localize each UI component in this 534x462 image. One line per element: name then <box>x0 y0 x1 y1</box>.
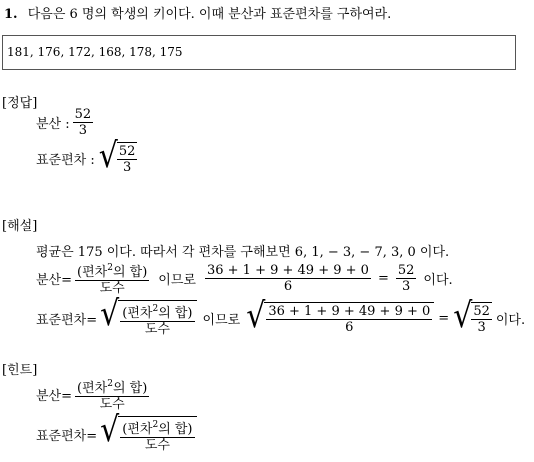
fraction-denominator: 도수 <box>144 438 170 453</box>
data-values: 181, 176, 172, 168, 178, 175 <box>7 45 183 59</box>
question-number: 1. <box>4 7 18 22</box>
fraction-numerator: 52 <box>397 263 415 278</box>
fraction-denominator: 도수 <box>99 397 125 412</box>
sd-label: 표준편차= <box>36 429 98 444</box>
formula-fraction <box>75 261 149 296</box>
fraction-numerator: (편차$^2$의 합) <box>77 379 148 396</box>
fraction-numerator: (편차$^2$의 합) <box>77 263 148 280</box>
explanation-line1: 평균은 175 이다. 따라서 각 편차를 구해보면 6, 1, − 3, − 7, 3, 0 이다. <box>36 245 450 260</box>
fraction-numerator: 36 + 1 + 9 + 49 + 9 + 0 <box>268 304 431 319</box>
answer-variance <box>36 107 96 138</box>
sd-label: 표준편차= <box>36 313 98 328</box>
sqrt-sign: √ $\frac{(편차^2의 합)}{\text{도수}}$ <box>100 300 196 337</box>
variance-label: 분산 : <box>36 117 70 132</box>
fraction-denominator: 3 <box>401 279 411 294</box>
sum-fraction <box>205 263 371 294</box>
fraction-numerator: 52 <box>74 107 92 122</box>
hint-variance <box>36 377 152 412</box>
sqrt-sign: √ $\frac{36 + 1 + 9 + 49 + 9 + 0}{6}$ <box>246 302 434 335</box>
answer-sd <box>36 136 137 177</box>
sum-fraction <box>266 304 432 335</box>
imeuro-text: 이므로 <box>202 313 241 328</box>
sqrt-sign: √ $\frac{52}{3}$ <box>453 296 490 337</box>
hint-sd <box>36 409 197 453</box>
question <box>4 3 391 22</box>
sqrt-sign: √ $\frac{52}{3}$ <box>98 136 136 177</box>
explanation-sd <box>36 293 526 337</box>
data-box <box>2 35 516 70</box>
imeuro-text: 이므로 <box>158 273 196 288</box>
equals-sign: = <box>438 311 450 326</box>
variance-label: 분산= <box>36 389 73 404</box>
fraction-numerator: 52 <box>473 304 490 319</box>
question-text: 다음은 6 명의 학생의 키이다. 이때 분산과 표준편차를 구하여라. <box>27 7 392 22</box>
ida-text: 이다. <box>423 273 453 288</box>
variance-label: 분산= <box>36 273 73 288</box>
ida-text: 이다. <box>495 313 526 328</box>
hint-heading: [힌트] <box>2 363 38 378</box>
sd-fraction <box>117 144 138 175</box>
explanation-heading: [해설] <box>2 219 38 234</box>
answer-heading: [정답] <box>2 96 38 111</box>
explanation-variance <box>36 261 453 296</box>
fraction-denominator: 도수 <box>99 281 125 296</box>
sqrt-sign: √ $\frac{(편차^2의 합)}{\text{도수}}$ <box>100 416 196 453</box>
sd-label: 표준편차 : <box>36 153 95 168</box>
formula-fraction <box>120 418 194 453</box>
result-fraction <box>396 263 417 294</box>
fraction-denominator: 3 <box>477 320 486 335</box>
fraction-denominator: 6 <box>345 320 354 335</box>
fraction-numerator: 36 + 1 + 9 + 49 + 9 + 0 <box>206 263 369 278</box>
formula-fraction <box>75 377 149 412</box>
equals-sign: = <box>377 271 389 286</box>
fraction-numerator: (편차$^2$의 합) <box>122 304 193 321</box>
result-fraction <box>471 304 492 335</box>
fraction-denominator: 6 <box>283 279 293 294</box>
fraction-denominator: 도수 <box>144 322 170 337</box>
fraction-numerator: (편차$^2$의 합) <box>122 420 193 437</box>
fraction-denominator: 3 <box>78 123 88 138</box>
fraction-numerator: 52 <box>118 144 136 159</box>
formula-fraction <box>120 302 194 337</box>
variance-fraction <box>73 107 94 138</box>
fraction-denominator: 3 <box>123 160 132 175</box>
